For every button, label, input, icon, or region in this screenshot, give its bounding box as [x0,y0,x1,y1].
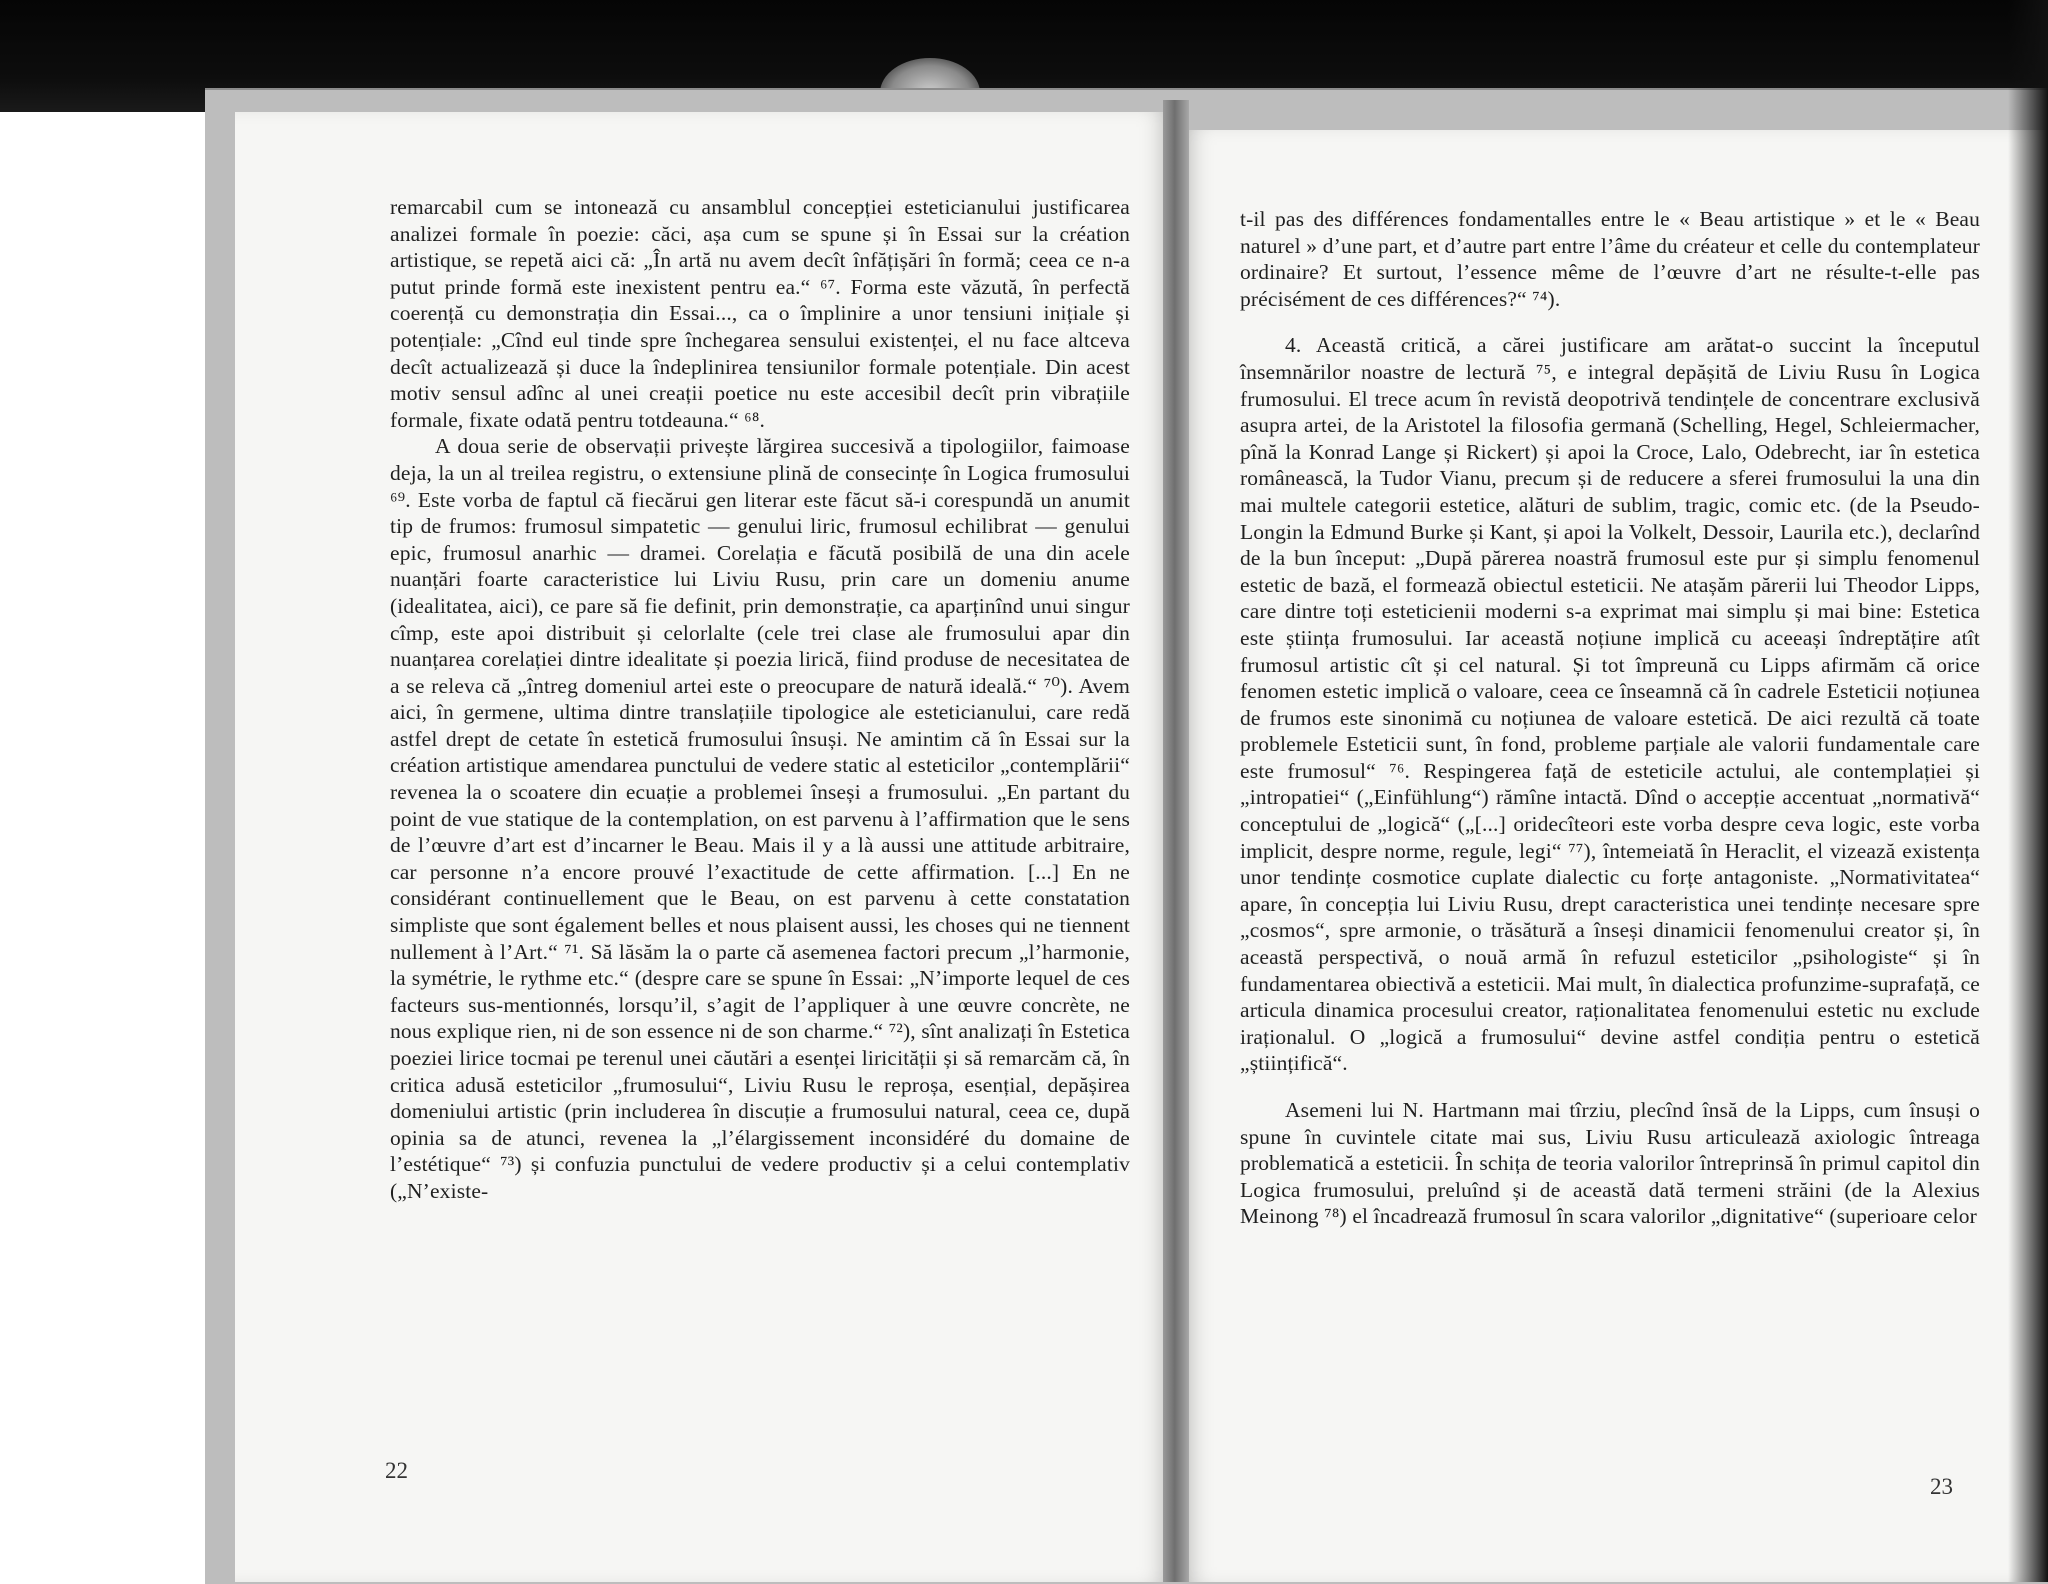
page-number-left: 22 [385,1458,408,1483]
paragraph: A doua serie de observații privește lărgirea succesivă a tipologiilor, faimoase deja, la un al treilea registru, o extensiune plină de consecințe în Logica frumosului ⁶⁹. Este vorba de faptul că fiecărui gen literar este făcut să-i corespundă un anumit tip de frumos: frumosul simpatetic — genului liric, frumosul echilibrat — genului epic, frumosul anarhic — dramei. Corelația e făcută posibilă de una din acele nuanțări foarte caracteristice lui Liviu Rusu, prin care un domeniu anume (idealitatea, aici), ce pare să fie definit, prin demonstrație, ca aparținînd unui singur cîmp, este apoi distribuit și celorlalte (cele trei clase ale frumosului apar din nuanțarea corelației dintre idealitate și poezia lirică, fiind produse de necesitatea de a se releva că „întreg domeniul artei este o preocupare de natură ideală.“ ⁷⁰). Avem aici, în germene, ultima dintre translațiile tipologice ale esteticianului, care redă astfel drept de cetate în estetică frumosului însuși. Ne amintim că în Essai sur la création artistique amendarea punctului de vedere static al esteticilor „contemplării“ revenea la o scoatere din ecuație a problemei înseși a frumosului. „En partant du point de vue statique de la contemplation, on est parvenu à l’affirmation que le sens de l’œuvre d’art est d’incarner le Beau. Mais il y a là aussi une attitude arbitraire, car personne n’a encore prouvé l’exactitude de cette affirmation. [...] En ne considérant continuellement que le Beau, on est parvenu à cette constatation simpliste que sont également belles et nous plaisent aussi, les choses qui ne tiennent nullement à l’Art.“ ⁷¹. Să lăsăm la o parte că asemenea factori precum „l’harmonie, la symétrie, le rythme etc.“ (despre care se spune în Essai: „N’importe lequel de ces facteurs sus-mentionnés, lorsqu’il, s’agit de l’appliquer à une œuvre concrète, ne nous explique rien, ni de son essence ni de son charme.“ ⁷²), sînt analizați în Estetica poeziei lirice tocmai pe terenul unei căutări a esenței liricității și să remarcăm că, în critica adusă esteticilor „frumosului“, Liviu Rusu le reproșa, esențial, depășirea domeniului artistic (prin includerea în discuție a frumosului natural, ceea ce, după opinia sa de atunci, revenea la „l’élargissement inconsidéré du domaine de l’estétique“ ⁷³) și confuzia punctului de vedere productiv și a celui contemplativ („N’existe- [390,434,1131,1203]
paragraph: Asemeni lui N. Hartmann mai tîrziu, plecînd însă de la Lipps, cum însuși o spune în cuvintele citate mai sus, Liviu Rusu articulează axiologic întreaga problematică a esteticii. În schița de teoria valorilor întreprinsă în primul capitol din Logica frumosului, preluînd și de această dată termeni străini (de la Alexius Meinong ⁷⁸) el încadrează frumosul în scara valorilor „dignitative“ (superioare celor [1240,1098,1980,1229]
book-gutter [1163,100,1189,1582]
paragraph: remarcabil cum se intonează cu ansamblul concepției esteticianului justificarea analizei formale în poezie: căci, așa cum se spune și în Essai sur la création artistique, se repetă aici că: „În artă nu avem decît înfățișări în formă; ceea ce n-a putut prinde formă este inexistent pentru ea.“ ⁶⁷. Forma este văzută, în perfectă coerență cu demonstrația din Essai..., ca o împlinire a unor tensiuni inițiale și potențiale: „Cînd eul tinde spre închegarea sensului existenței, el nu face altceva decît actualizează și duce la îndeplinirea tensiunilor formale potențiale. Din acest motiv sensul adînc al unei creații poetice nu este accesibil decît prin vibrațiile formale, fixate odată pentru totdeauna.“ ⁶⁸. [390,195,1130,432]
right-page-text [1240,206,1980,1230]
left-page-text [390,194,1130,1205]
paragraph: 4. Această critică, a cărei justificare am arătat-o succint la începutul însemnărilor noastre de lectură ⁷⁵, e integral depășită de Liviu Rusu în Logica frumosului. El trece acum în revistă deopotrivă tendințele de concentrare exclusivă asupra artei, de la Aristotel la filosofia germană (Schelling, Hegel, Schleiermacher, pînă la Konrad Lange și Rickert) și apoi la Croce, Lalo, Odebrecht, iar în estetica românească, la Tudor Vianu, precum și de reducere a sferei frumosului la una din mai multele categorii estetice, alături de sublim, tragic, comic etc. (de la Pseudo-Longin la Edmund Burke și Kant, și apoi la Volkelt, Dessoir, Laurila etc.), declarînd de la bun început: „După părerea noastră frumosul este pur și simplu fenomenul estetic de bază, el formează obiectul esteticii. Ne atașăm părerii lui Theodor Lipps, care dintre toți esteticienii moderni s-a exprimat mai simplu și mai bine: Estetica este știința frumosului. Iar această noțiune implică cu aceeași îndreptățire atît frumosul artistic cît și cel natural. Și tot împreună cu Lipps afirmăm că orice fenomen estetic implică o valoare, ceea ce înseamnă că în cadrele Esteticii noțiunea de frumos este sinonimă cu noțiunea de valoare estetică. De aici rezultă că toate problemele Esteticii sunt, în fond, probleme parțiale ale valorii fundamentale care este frumosul“ ⁷⁶. Respingerea față de esteticile actului, ale contemplației și „intropatiei“ („Einfühlung“) rămîne intactă. Dînd o accepție accentuat „normativă“ conceptului de „logică“ („[...] oridecîteori este vorba despre ceva logic, este vorba implicit, despre norme, regule, legi“ ⁷⁷), întemeiată în Heraclit, el vizează existența unor tendințe cosmotice cuplate dialectic cu forțe antagoniste. „Normativitatea“ apare, în concepția lui Liviu Rusu, drept caracteristica unei tendințe necesare spre „cosmos“, spre armonie, o trăsătură a înseși dinamicii fenomenului creator și, în această perspectivă, o nouă armă în refuzul esteticilor „psihologiste“ și în fundamentarea obiectivă a esteticii. Mai mult, în dialectica profunzime-suprafață, ce articula dinamica procesului creator, raționalitatea fenomenului estetic nu exclude iraționalul. O „logică a frumosului“ devine astfel condiția pentru o estetică „științifică“. [1240,333,1980,1076]
paragraph: t-il pas des différences fondamentalles entre le « Beau artistique » et le « Beau naturel » d’une part, et d’autre part entre l’âme du créateur et celle du contemplateur ordinaire? Et surtout, l’essence même de l’œuvre d’art ne résulte-t-elle pas précisément de ces différences?“ ⁷⁴). [1240,207,1980,311]
dark-edge [2008,0,2048,1582]
page-number-right: 23 [1930,1474,1953,1499]
